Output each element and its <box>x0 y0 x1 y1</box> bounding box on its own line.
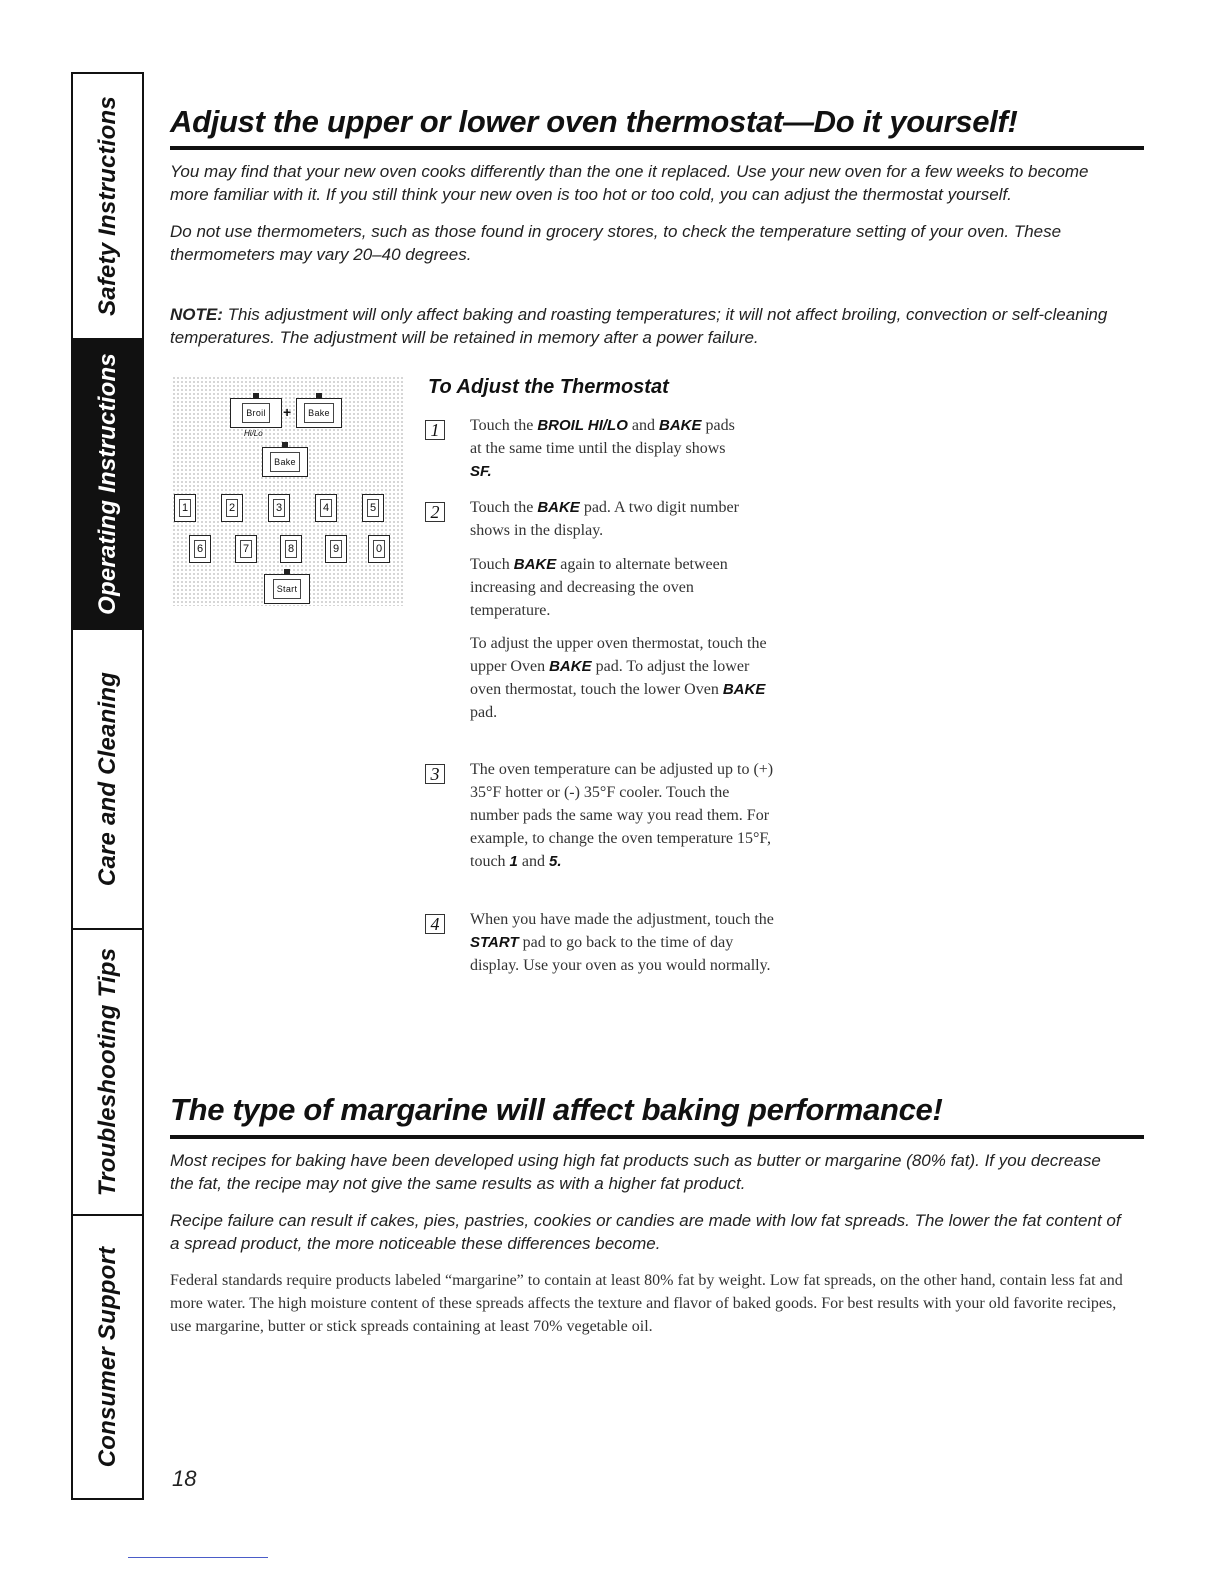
control-panel-illustration <box>172 376 404 606</box>
number-pad-2: 2 <box>221 494 243 522</box>
step-3-text: The oven temperature can be adjusted up to (+) 35°F hotter or (-) 35°F cooler. Touch the number pads the same way you read them. For example, to change the oven temperature 15°F, touch 1 and 5. <box>470 761 774 870</box>
thermostat-intro: You may find that your new oven cooks differently than the one it replaced. Use your new oven for a few weeks to become more familiar with it. If you still think your new oven is too hot or too cold, you can adjust the thermostat yourself. <box>170 162 1089 204</box>
indicator-light <box>284 569 290 575</box>
recipe-failure-text: Recipe failure can result if cakes, pies, pastries, cookies or candies are made with low fat spreads. The lower the fat content of a spread product, the more noticeable these differences become. <box>170 1211 1121 1253</box>
broil-hilo-pad <box>230 398 282 428</box>
indicator-light <box>316 393 322 399</box>
tab-safety-instructions[interactable] <box>73 74 142 340</box>
plus-sign: + <box>283 404 292 420</box>
bake-pad <box>262 447 308 477</box>
tab-label: Care and Cleaning <box>93 671 121 887</box>
margarine-heading: The type of margarine will affect baking performance! <box>170 1092 943 1127</box>
number-pad-5: 5 <box>362 494 384 522</box>
page-number: 18 <box>172 1466 197 1491</box>
number-pad-7: 7 <box>235 535 257 563</box>
tab-care-and-cleaning[interactable] <box>73 630 142 930</box>
tab-label: Troubleshooting Tips <box>93 947 121 1197</box>
number-pad-0: 0 <box>368 535 390 563</box>
step-3-number: 3 <box>425 764 445 784</box>
section-tabs-sidebar <box>71 72 144 1500</box>
step-1-number: 1 <box>425 420 445 440</box>
step-2-number: 2 <box>425 502 445 522</box>
thermostat-heading: Adjust the upper or lower oven thermostat—Do it yourself! <box>170 104 1018 139</box>
note-label: NOTE: <box>170 305 223 324</box>
tab-operating-instructions[interactable] <box>73 340 142 630</box>
number-pad-4: 4 <box>315 494 337 522</box>
step-2-upper-lower: To adjust the upper oven thermostat, touch the upper Oven BAKE pad. To adjust the lower oven thermostat, touch the lower Oven BAKE pad. <box>470 635 767 721</box>
adjust-thermostat-subheading: To Adjust the Thermostat <box>428 376 669 398</box>
bake-pad-top <box>296 398 342 428</box>
step-4-number: 4 <box>425 914 445 934</box>
thermometer-warning: Do not use thermometers, such as those found in grocery stores, to check the temperature setting of your oven. These thermometers may vary 20–40 degrees. <box>170 222 1062 264</box>
start-pad-label: Start <box>273 579 302 599</box>
federal-standards-text: Federal standards require products labeled “margarine” to contain at least 80% fat by weight. Low fat spreads, on the other hand, contain less fat and more water. The high moisture content of these spreads affects the texture and flavor of baked goods. For best results with your old favorite recipes, use margarine, butter or stick spreads containing at least 70% vegetable oil. <box>170 1272 1123 1335</box>
tab-label: Operating Instructions <box>93 353 121 615</box>
tab-label: Consumer Support <box>93 1246 121 1468</box>
indicator-light <box>253 393 259 399</box>
step-2-text: Touch the BAKE pad. A two digit number shows in the display. <box>470 499 739 539</box>
step-2-alternate: Touch BAKE again to alternate between increasing and decreasing the oven temperature. <box>470 556 728 619</box>
heading-rule <box>170 1135 1144 1139</box>
tab-label: Safety Instructions <box>93 96 121 316</box>
broil-pad-label: Broil <box>242 403 270 423</box>
number-pad-8: 8 <box>280 535 302 563</box>
margarine-intro: Most recipes for baking have been developed using high fat products such as butter or margarine (80% fat). If you decrease the fat, the recipe may not give the same results as with a higher fat product. <box>170 1151 1101 1193</box>
tab-consumer-support[interactable] <box>73 1216 142 1498</box>
number-pad-9: 9 <box>325 535 347 563</box>
tab-troubleshooting-tips[interactable] <box>73 930 142 1216</box>
bake-pad-label: Bake <box>304 403 334 423</box>
note-text: This adjustment will only affect baking and roasting temperatures; it will not affect broiling, convection or self-cleaning temperatures. The adjustment will be retained in memory after a power failure. <box>170 305 1108 347</box>
hilo-label: Hi/Lo <box>244 429 263 438</box>
number-pad-3: 3 <box>268 494 290 522</box>
indicator-light <box>282 442 288 448</box>
thermostat-note <box>170 303 1125 349</box>
bake-pad-label: Bake <box>270 452 300 472</box>
heading-rule <box>170 146 1144 150</box>
step-4-text: When you have made the adjustment, touch the START pad to go back to the time of day display. Use your oven as you would normally. <box>470 911 774 974</box>
footer-divider <box>128 1557 268 1558</box>
number-pad-6: 6 <box>189 535 211 563</box>
number-pad-1: 1 <box>174 494 196 522</box>
start-pad <box>264 574 310 604</box>
step-1-text: Touch the BROIL HI/LO and BAKE pads at the same time until the display shows SF. <box>470 417 735 480</box>
